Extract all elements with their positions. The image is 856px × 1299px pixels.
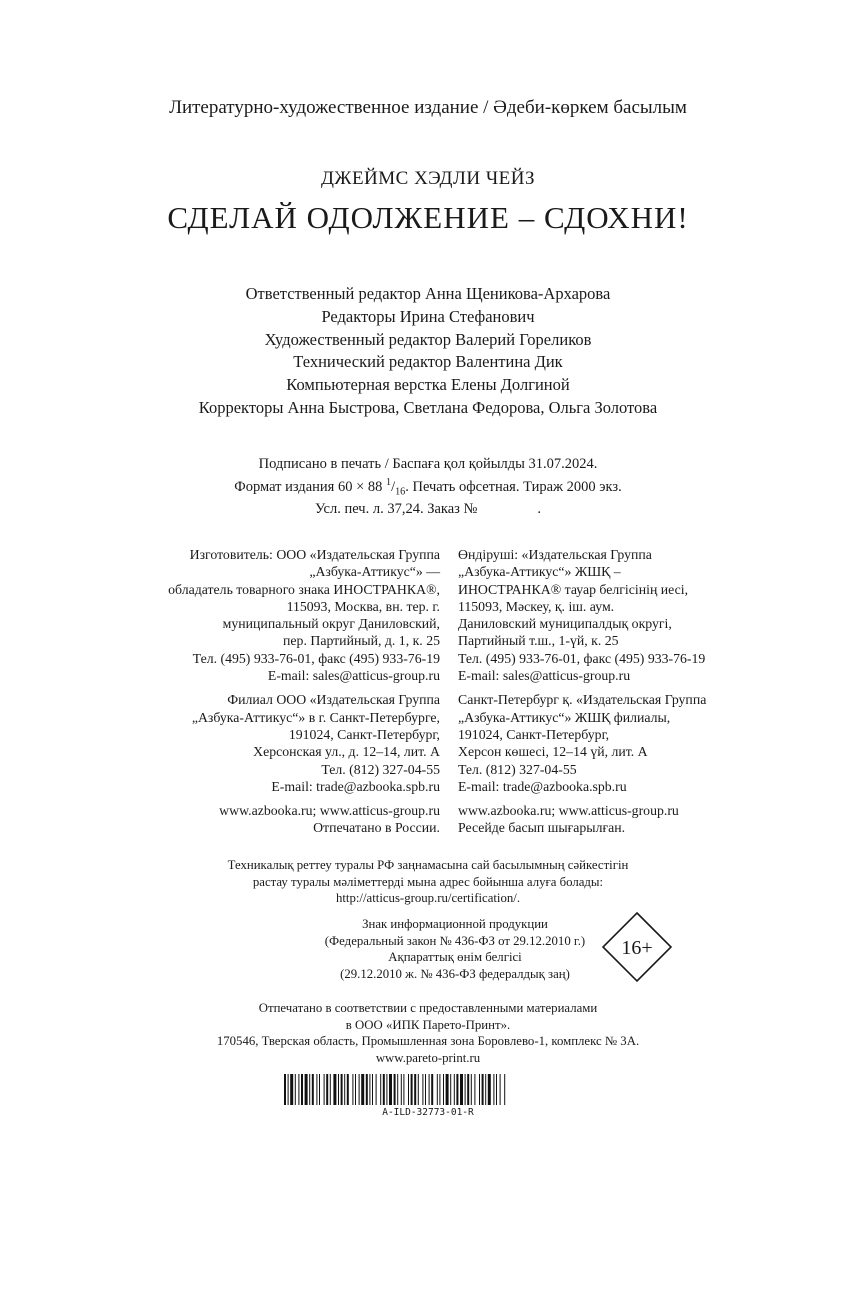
barcode-bar xyxy=(324,1074,325,1105)
publisher-line: Тел. (495) 933-76-01, факс (495) 933-76-19 xyxy=(192,650,440,666)
barcode-bar xyxy=(372,1074,373,1105)
barcode-bar xyxy=(288,1074,289,1105)
edition-type: Литературно-художественное издание / Әдеби-көркем басылым xyxy=(169,97,687,118)
barcode-bar xyxy=(309,1074,310,1105)
barcode-bar xyxy=(403,1074,404,1105)
barcode-bar xyxy=(504,1074,505,1105)
publisher-line: Партийный т.ш., 1-үй, к. 25 xyxy=(458,633,619,649)
barcode-bar xyxy=(500,1074,501,1105)
branch-line: Санкт-Петербург қ. «Издательская Группа xyxy=(458,692,707,708)
branch-line: Херсонская ул., д. 12–14, лит. А xyxy=(253,744,440,760)
barcode-bar xyxy=(460,1074,463,1105)
staff-line: Компьютерная верстка Елены Долгиной xyxy=(286,375,570,395)
barcode-bar xyxy=(301,1074,303,1105)
publisher-web: www.azbooka.ru; www.atticus-group.ru xyxy=(219,803,440,819)
branch-line: Тел. (812) 327-04-55 xyxy=(321,761,440,777)
publisher-line: Өндіруші: «Издательская Группа xyxy=(458,547,652,562)
publisher-line: 115093, Мәскеу, қ. іш. аум. xyxy=(458,598,615,614)
branch-line: Тел. (812) 327-04-55 xyxy=(458,761,577,777)
barcode-bar xyxy=(493,1074,494,1105)
publisher-line: обладатель товарного знака ИНОСТРАНКА®, xyxy=(168,581,440,597)
printer-info xyxy=(0,1000,856,1066)
staff-line: Ответственный редактор Анна Щеникова-Архарова xyxy=(245,284,611,303)
publisher-line: Тел. (495) 933-76-01, факс (495) 933-76-19 xyxy=(458,650,706,666)
barcode-bar xyxy=(380,1074,381,1105)
barcode-bar xyxy=(414,1074,416,1105)
barcode-bar xyxy=(316,1074,317,1105)
format-fraction-numerator: 1 xyxy=(386,476,392,488)
barcode-id: A-ILD-32773-01-R xyxy=(382,1107,474,1118)
barcode-bar xyxy=(326,1074,328,1105)
order-end: . xyxy=(537,500,541,517)
barcode-bar xyxy=(439,1074,440,1105)
staff-line: Технический редактор Валентина Дик xyxy=(293,352,563,372)
barcode-bar xyxy=(386,1074,387,1105)
branch-line: E-mail: trade@azbooka.spb.ru xyxy=(271,778,440,794)
publisher-line: Даниловский муниципалдық округі, xyxy=(458,616,672,632)
barcode-bar xyxy=(312,1074,314,1105)
barcode-bar xyxy=(496,1074,497,1105)
staff-line: Редакторы Ирина Стефанович xyxy=(321,306,535,326)
barcode-bar xyxy=(425,1074,426,1105)
cert-line: растау туралы мәліметтерді мына адрес бойынша алуға болады: xyxy=(252,874,604,889)
barcode-bar xyxy=(366,1074,368,1105)
barcode-bar xyxy=(437,1074,438,1105)
printed-in: Отпечатано в России. xyxy=(313,820,440,836)
barcode-bar xyxy=(383,1074,385,1105)
format-prefix: Формат издания 60 × 88 xyxy=(234,478,386,495)
info-sign-line: (29.12.2010 ж. № 436-ФЗ федералдық заң) xyxy=(340,966,570,981)
printed-in: Ресейде басып шығарылған. xyxy=(458,820,626,836)
barcode-bar xyxy=(450,1074,451,1105)
format-suffix: . Печать офсетная. Тираж 2000 экз. xyxy=(405,478,622,495)
cert-url: http://atticus-group.ru/certification/. xyxy=(335,891,521,905)
publisher-line: Изготовитель: ООО «Издательская Группа xyxy=(189,547,440,562)
barcode-bar xyxy=(352,1074,353,1105)
barcode-bar xyxy=(290,1074,293,1105)
publisher-line: „Азбука-Аттикус“» ЖШҚ – xyxy=(458,564,621,580)
barcode-bar xyxy=(394,1074,396,1105)
staff-line: Художественный редактор Валерий Гореликов xyxy=(264,329,592,349)
barcode-bar xyxy=(330,1074,331,1105)
barcode-bar xyxy=(361,1074,364,1105)
barcode-bar xyxy=(338,1074,339,1105)
info-sign-line: (Федеральный закон № 436-ФЗ от 29.12.2010 г.) xyxy=(324,933,586,948)
barcode-bar xyxy=(443,1074,444,1105)
age-rating-badge xyxy=(602,912,672,982)
printer-line: Отпечатано в соответствии с предоставленными материалами xyxy=(258,1001,598,1015)
sheets-order-line xyxy=(0,501,856,519)
branch-line: 191024, Санкт-Петербург, xyxy=(458,726,610,742)
barcode-bar xyxy=(389,1074,392,1105)
barcode-bar xyxy=(422,1074,423,1105)
barcode-bar xyxy=(359,1074,360,1105)
barcode-bar xyxy=(355,1074,356,1105)
barcode-bar xyxy=(488,1074,491,1105)
cert-line: Техникалық реттеу туралы РФ заңнамасына сай басылымның сәйкестігін xyxy=(227,858,629,872)
barcode-bar xyxy=(482,1074,484,1105)
publisher-line: пер. Партийный, д. 1, к. 25 xyxy=(283,633,440,649)
barcode-bar xyxy=(298,1074,299,1105)
barcode-bar xyxy=(344,1074,345,1105)
barcode-bar xyxy=(465,1074,466,1105)
staff-credits xyxy=(0,283,856,420)
info-sign-text xyxy=(290,916,620,982)
barcode-bar xyxy=(485,1074,486,1105)
barcode xyxy=(284,1074,612,1105)
publisher-line: „Азбука-Аттикус“» — xyxy=(309,564,440,580)
barcode-bar xyxy=(341,1074,343,1105)
publisher-line: 115093, Москва, вн. тер. г. xyxy=(286,598,440,614)
barcode-bar xyxy=(429,1074,430,1105)
branch-line: E-mail: trade@azbooka.spb.ru xyxy=(458,778,627,794)
format-line: Формат издания 60 × 88 $^1/_{16}$. Печать офсетная. Тираж 2000 экз. xyxy=(234,476,622,498)
barcode-bar xyxy=(479,1074,480,1105)
info-sign-line: Ақпараттық өнім белгісі xyxy=(388,950,522,964)
branch-line: Херсон көшесі, 12–14 үй, лит. А xyxy=(458,744,648,760)
branch-line: 191024, Санкт-Петербург, xyxy=(288,726,440,742)
printer-line: в ООО «ИПК Парето-Принт». xyxy=(345,1017,511,1032)
branch-line: Филиал ООО «Издательская Группа xyxy=(227,692,440,708)
sheets-order: Усл. печ. л. 37,24. Заказ № xyxy=(315,500,478,517)
barcode-bar xyxy=(408,1074,409,1105)
publisher-line: E-mail: sales@atticus-group.ru xyxy=(267,668,440,684)
barcode-bar xyxy=(319,1074,320,1105)
publisher-column-ru xyxy=(168,546,440,837)
barcode-bar xyxy=(431,1074,433,1105)
format-fraction-denominator: 16 xyxy=(395,486,406,498)
barcode-bar xyxy=(397,1074,398,1105)
branch-line: „Азбука-Аттикус“» в г. Санкт-Петербурге, xyxy=(191,709,440,725)
barcode-bar xyxy=(333,1074,336,1105)
age-rating-label: 16+ xyxy=(621,937,653,959)
barcode-bar xyxy=(284,1074,286,1105)
info-sign-line: Знак информационной продукции xyxy=(362,917,548,931)
publisher-web: www.azbooka.ru; www.atticus-group.ru xyxy=(458,803,679,819)
signed-date: Подписано в печать / Баспаға қол қойылды 31.07.2024. xyxy=(258,456,598,472)
printer-line: 170546, Тверская область, Промышленная зона Боровлево-1, комплекс № 3А. xyxy=(216,1034,640,1048)
certification-notice xyxy=(0,857,856,907)
publisher-line: муниципальный округ Даниловский, xyxy=(222,616,440,632)
barcode-bar xyxy=(376,1074,377,1105)
barcode-bar xyxy=(454,1074,455,1105)
barcode-bar xyxy=(418,1074,419,1105)
barcode-bar xyxy=(295,1074,296,1105)
publisher-line: E-mail: sales@atticus-group.ru xyxy=(458,668,631,684)
branch-line: „Азбука-Аттикус“» ЖШҚ филиалы, xyxy=(458,709,671,725)
barcode-bar xyxy=(471,1074,472,1105)
print-info xyxy=(0,456,856,518)
barcode-bar xyxy=(446,1074,449,1105)
barcode-bar xyxy=(305,1074,308,1105)
book-title: СДЕЛАЙ ОДОЛЖЕНИЕ – СДОХНИ! xyxy=(167,200,689,235)
publisher-column-kz xyxy=(458,546,706,837)
barcode-bar xyxy=(474,1074,475,1105)
barcode-bar xyxy=(467,1074,469,1105)
barcode-bar xyxy=(369,1074,370,1105)
staff-line: Корректоры Анна Быстрова, Светлана Федорова, Ольга Золотова xyxy=(198,397,658,417)
publisher-line: ИНОСТРАНКА® тауар белгісінің иесі, xyxy=(458,581,689,597)
barcode-bar xyxy=(347,1074,349,1105)
barcode-bar xyxy=(411,1074,413,1105)
author-name: ДЖЕЙМС ХЭДЛИ ЧЕЙЗ xyxy=(320,168,536,189)
barcode-bar xyxy=(456,1074,458,1105)
barcode-bar xyxy=(401,1074,402,1105)
printer-url: www.pareto-print.ru xyxy=(375,1050,481,1065)
